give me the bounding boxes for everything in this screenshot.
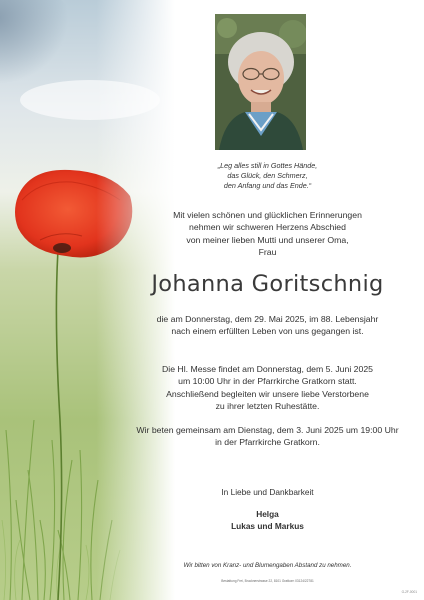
mass-line: zu ihrer letzten Ruhestätte. [215, 401, 320, 412]
family-name: Helga [256, 509, 279, 519]
quote-block [135, 161, 400, 191]
family-name: Lukas und Markus [231, 521, 304, 531]
funeral-home-imprint: Bestattung Frei, Brucknerstrasse 22, 8101 Gratkorn 03124/22781 [221, 579, 314, 583]
family-signature [135, 486, 400, 532]
prayer-info [135, 424, 400, 449]
intro-line: Mit vielen schönen und glücklichen Erinnerungen [173, 210, 362, 220]
quote-line: das Glück, den Schmerz, [227, 171, 308, 180]
deceased-name: Johanna Goritschnig [151, 271, 384, 297]
mass-line: um 10:00 Uhr in der Pfarrkirche Gratkorn statt. [178, 376, 357, 387]
mass-line: Anschließend begleiten wir unsere liebe Verstorbene [166, 388, 369, 399]
document-number: G-2F-0001 [401, 590, 417, 594]
quote-line: „Leg alles still in Gottes Hände, [217, 161, 318, 170]
mass-info [135, 363, 400, 413]
intro-line: von meiner lieben Mutti und unserer Oma, [186, 234, 349, 245]
quote-line: den Anfang und das Ende.“ [223, 181, 312, 190]
closing-phrase: In Liebe und Dankbarkeit [221, 487, 314, 497]
death-notice [135, 313, 400, 338]
intro-line: nehmen wir schweren Herzens Abschied [189, 222, 346, 233]
mass-line: Die Hl. Messe findet am Donnerstag, dem 5. Juni 2025 [161, 364, 374, 374]
death-notice-line: die am Donnerstag, dem 29. Mai 2025, im 88. Lebensjahr [156, 314, 379, 324]
death-notice-line: nach einem erfüllten Leben von uns gegangen ist. [171, 326, 364, 337]
intro-text [135, 209, 400, 259]
prayer-line: in der Pfarrkirche Gratkorn. [215, 437, 320, 448]
portrait-photo [215, 14, 306, 150]
flowers-request: Wir bitten von Kranz- und Blumengaben Abstand zu nehmen. [183, 562, 352, 569]
prayer-line: Wir beten gemeinsam am Dienstag, dem 3. Juni 2025 um 19:00 Uhr [136, 425, 399, 435]
intro-line: Frau [258, 247, 277, 258]
